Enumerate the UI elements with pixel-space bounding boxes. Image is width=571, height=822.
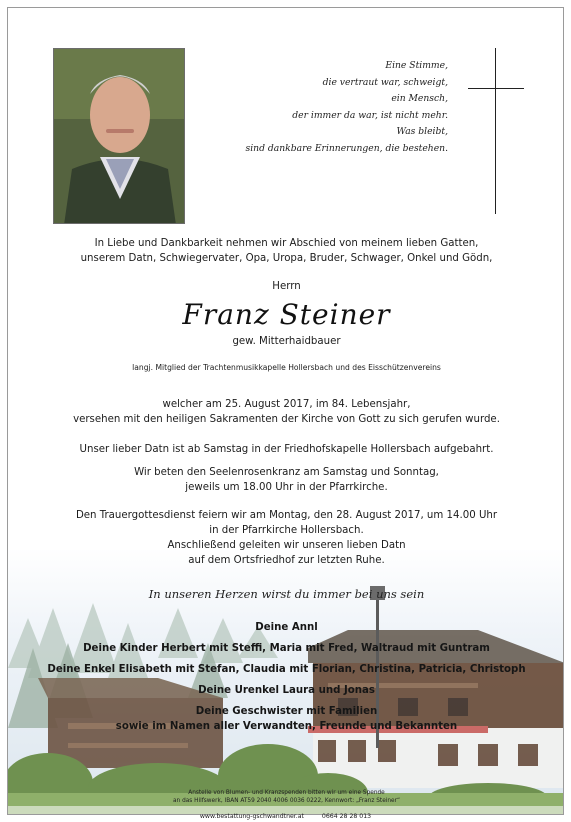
funeral-line: auf dem Ortsfriedhof zur letzten Ruhe. (188, 555, 385, 566)
poem-line: sind dankbare Erinnerungen, die bestehen. (245, 142, 448, 154)
website-link[interactable]: www.bestattung-gschwandtner.at (199, 813, 304, 820)
funeral-line: Anschließend geleiten wir unseren lieben Datn (167, 540, 406, 551)
intro-line: unserem Datn, Schwiegervater, Opa, Uropa, Bruder, Schwager, Onkel und Gödn, (80, 253, 493, 264)
death-notice-line: versehen mit den heiligen Sakramenten der Kirche von Gott zu sich gerufen wurde. (73, 414, 500, 425)
footer-contact (0, 813, 571, 820)
salutation: Herrn (272, 281, 301, 292)
poem-line: der immer da war, ist nicht mehr. (292, 109, 448, 121)
portrait-photo (53, 48, 185, 224)
mourner-line: Deine Enkel Elisabeth mit Stefan, Claudia mit Florian, Christina, Patricia, Christoph (47, 664, 526, 675)
deceased-alias: gew. Mitterhaidbauer (232, 336, 341, 347)
poem-line: Was bleibt, (396, 126, 448, 137)
rosary-line: jeweils um 18.00 Uhr in der Pfarrkirche. (185, 482, 388, 493)
funeral-line: in der Pfarrkirche Hollersbach. (209, 525, 364, 536)
deceased-name: Franz Steiner (182, 298, 391, 331)
funeral-line: Den Trauergottesdienst feiern wir am Montag, den 28. August 2017, um 14.00 Uhr (75, 510, 498, 521)
mourner-line: Deine Kinder Herbert mit Steffi, Maria mit Fred, Waltraud mit Guntram (83, 643, 490, 654)
membership-line: langj. Mitglied der Trachtenmusikkapelle Hollersbach und des Eisschützenvereins (132, 363, 441, 372)
poem (198, 58, 448, 157)
poem-line: die vertraut war, schweigt, (322, 76, 448, 88)
mourner-line: Deine Geschwister mit Familien (195, 706, 378, 717)
death-notice-line: welcher am 25. August 2017, im 84. Lebensjahr, (162, 399, 411, 410)
cross-icon (468, 48, 524, 214)
poem-line: ein Mensch, (391, 93, 448, 104)
mourner-line: Deine Annl (255, 622, 318, 633)
donation-line: Anstelle von Blumen- und Kranzspenden bitten wir um eine Spende (188, 790, 385, 796)
mourner-line: sowie im Namen aller Verwandten, Freunde und Bekannten (115, 721, 458, 732)
phone-number: 0664 28 28 013 (321, 813, 372, 820)
rosary-line: Wir beten den Seelenrosenkranz am Samstag und Sonntag, (134, 467, 439, 478)
donation-line: an das Hilfswerk, IBAN AT59 2040 4006 0036 0222, Kennwort: „Franz Steiner“ (173, 798, 400, 804)
viewing-line: Unser lieber Datn ist ab Samstag in der Friedhofskapelle Hollersbach aufgebahrt. (79, 444, 494, 455)
mourner-line: Deine Urenkel Laura und Jonas (198, 685, 375, 696)
parte-sheet (7, 7, 564, 815)
motto: In unseren Herzen wirst du immer bei uns sein (148, 587, 425, 601)
intro-line: In Liebe und Dankbarkeit nehmen wir Abschied von meinem lieben Gatten, (94, 238, 479, 249)
poem-line: Eine Stimme, (385, 60, 448, 71)
